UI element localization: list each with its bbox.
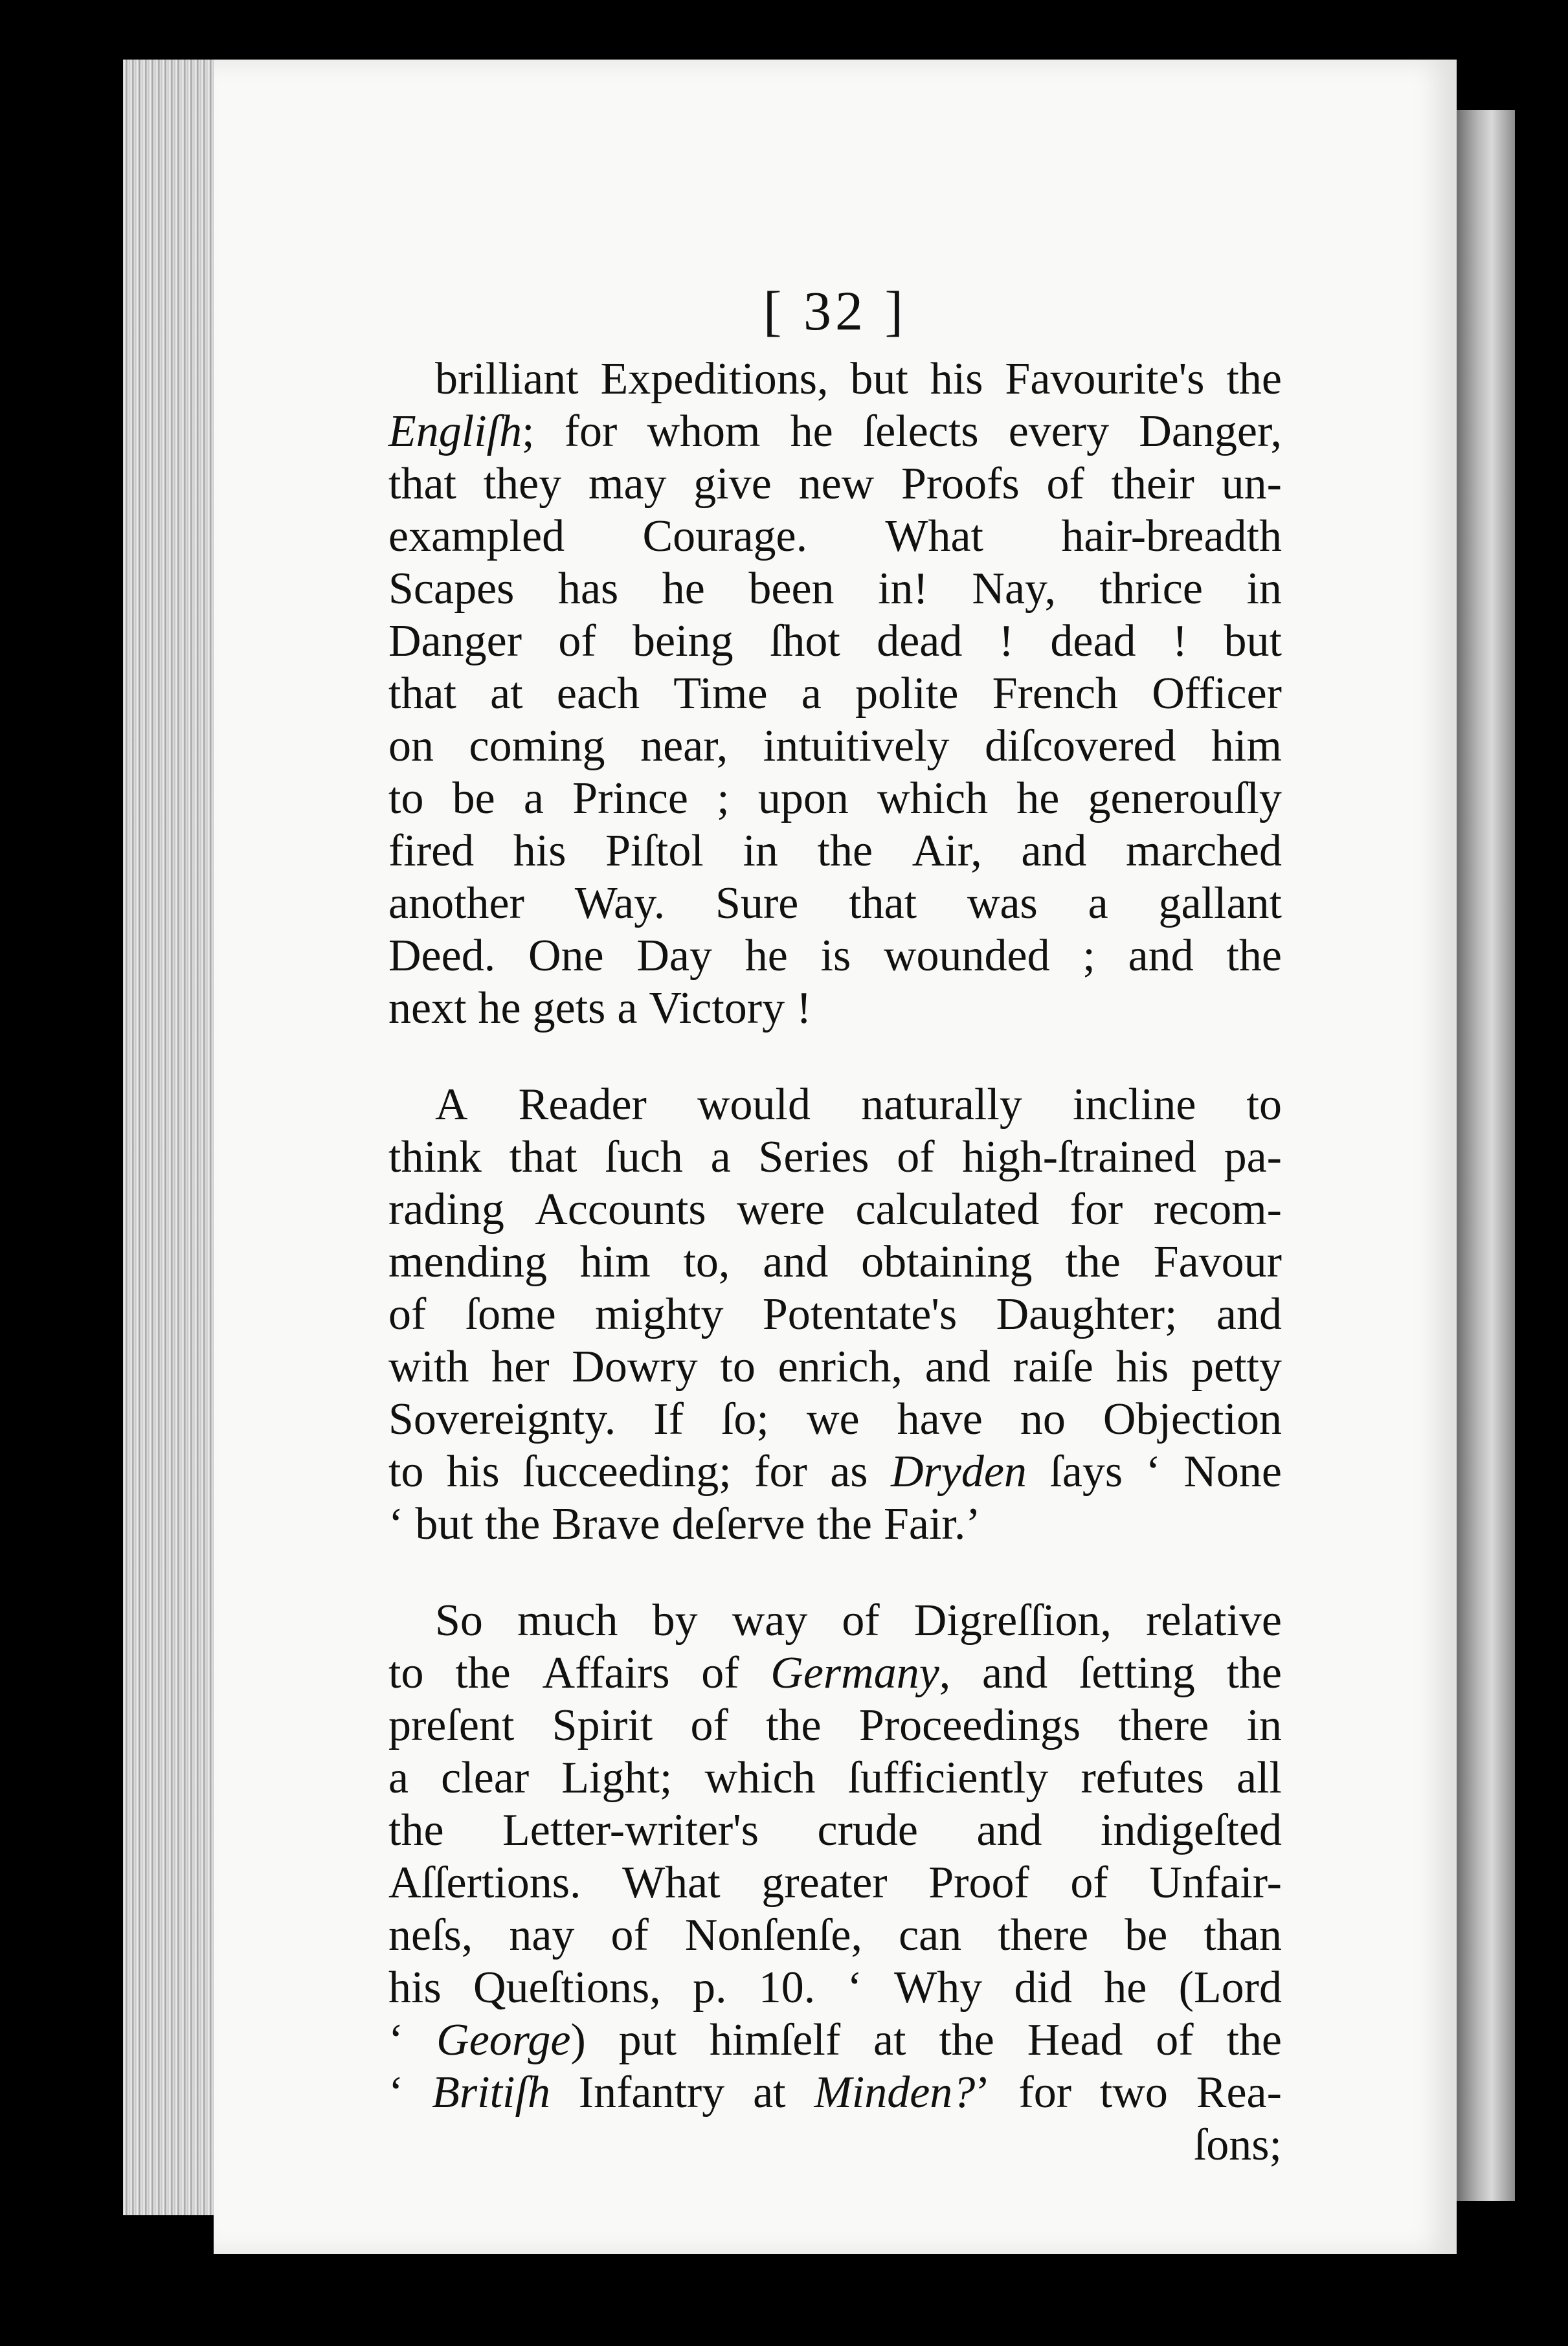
- word: to: [388, 774, 424, 823]
- word: ſome: [465, 1290, 556, 1339]
- word: for: [1018, 2068, 1072, 2117]
- word: at: [490, 669, 523, 719]
- word: their: [1111, 459, 1194, 509]
- word: Queſtions,: [473, 1963, 661, 2013]
- word: (Lord: [1178, 1963, 1282, 2013]
- word: they: [483, 459, 562, 509]
- word: Infantry: [578, 2068, 725, 2117]
- word: way: [732, 1596, 808, 1646]
- word: Aſſertions.: [388, 1858, 581, 1908]
- word: we: [806, 1394, 860, 1444]
- word: refutes: [1081, 1753, 1204, 1803]
- word: nay: [509, 1910, 575, 1960]
- word: Head: [1027, 2015, 1123, 2065]
- word: in: [743, 826, 778, 876]
- text-line: [388, 2119, 1282, 2171]
- word: Potentate's: [762, 1290, 958, 1339]
- text-line: [388, 1183, 1282, 1236]
- word: he: [1016, 774, 1060, 823]
- word: has: [557, 564, 619, 614]
- word: at: [873, 2015, 906, 2065]
- word: Proceedings: [858, 1701, 1081, 1750]
- page-number: [ 32 ]: [763, 280, 908, 342]
- word: a: [617, 983, 638, 1033]
- word: each: [556, 669, 640, 719]
- text-line: [388, 1752, 1282, 1804]
- text-line: [388, 1498, 1282, 1550]
- word: and: [1216, 1290, 1282, 1339]
- word: Minden?’: [814, 2068, 991, 2117]
- word: Unfair-: [1149, 1858, 1282, 1908]
- word: thrice: [1099, 564, 1203, 614]
- word: the: [1226, 1648, 1282, 1698]
- word: Objection: [1103, 1394, 1282, 1444]
- word: Affairs: [542, 1648, 670, 1698]
- word: Rea-: [1196, 2068, 1282, 2117]
- word: ſays: [1049, 1447, 1123, 1497]
- word: ‘: [388, 2015, 404, 2065]
- word: ;: [717, 774, 730, 823]
- word: the: [816, 1499, 872, 1549]
- text-line: [388, 1288, 1282, 1341]
- text-line: [388, 930, 1282, 982]
- word: did: [1014, 1963, 1072, 2013]
- text-line: [388, 353, 1282, 405]
- word: clear: [441, 1753, 530, 1803]
- text-line: [388, 772, 1282, 825]
- word: greater: [761, 1858, 888, 1908]
- word: diſcovered: [985, 721, 1176, 771]
- word: ſufficiently: [847, 1753, 1049, 1803]
- word: intuitively: [763, 721, 950, 771]
- text-line: [388, 1236, 1282, 1288]
- word: Danger: [388, 616, 522, 666]
- word: What: [622, 1858, 721, 1908]
- word: ſons;: [1193, 2120, 1282, 2170]
- word: he: [662, 564, 705, 614]
- word: Day: [636, 931, 712, 981]
- word: another: [388, 878, 524, 928]
- word: brilliant: [435, 354, 579, 404]
- text-line: [388, 982, 1282, 1034]
- word: was: [967, 878, 1038, 928]
- word: two: [1099, 2068, 1168, 2117]
- word: to: [388, 1447, 424, 1497]
- word: Nay,: [972, 564, 1056, 614]
- word: ſucceeding;: [522, 1447, 732, 1497]
- word: Prince: [572, 774, 688, 823]
- word: Courage.: [642, 511, 808, 561]
- word: be: [1125, 1910, 1168, 1960]
- word: the: [766, 1701, 822, 1750]
- word: recom-: [1153, 1185, 1282, 1234]
- word: Fair.’: [883, 1499, 981, 1549]
- word: Dowry: [572, 1342, 698, 1392]
- word: !: [1172, 616, 1188, 666]
- word: ſetting: [1079, 1648, 1195, 1698]
- text-line: [388, 1078, 1282, 1131]
- text-line: [388, 1961, 1282, 2014]
- word: his: [388, 1963, 442, 2013]
- word: Light;: [561, 1753, 673, 1803]
- word: Spirit: [552, 1701, 653, 1750]
- word: than: [1204, 1910, 1282, 1960]
- word: p.: [692, 1963, 727, 2013]
- word: put: [618, 2015, 677, 2065]
- word: the: [1065, 1237, 1121, 1287]
- word: whom: [647, 407, 761, 456]
- word: him: [579, 1237, 651, 1287]
- text-line: [388, 1393, 1282, 1446]
- word: preſent: [388, 1701, 515, 1750]
- word: every: [1008, 407, 1110, 456]
- word: ‘: [1145, 1447, 1161, 1497]
- word: a: [388, 1753, 409, 1803]
- word: high-ſtrained: [962, 1132, 1196, 1182]
- text-line: [388, 825, 1282, 877]
- word: next: [388, 983, 467, 1033]
- word: dead: [877, 616, 963, 666]
- text-line: [388, 458, 1282, 510]
- word: ;: [1082, 931, 1095, 981]
- word: hair-breadth: [1061, 511, 1282, 561]
- word: Engliſh;: [388, 407, 535, 456]
- word: new: [798, 459, 875, 509]
- word: Favourite's: [1005, 354, 1205, 404]
- word: which: [704, 1753, 816, 1803]
- word: Why: [894, 1963, 983, 2013]
- text-line: [388, 1647, 1282, 1699]
- word: his: [446, 1447, 500, 1497]
- word: Daughter;: [996, 1290, 1178, 1339]
- paragraph-gap: [388, 1034, 1282, 1078]
- text-line: [388, 1804, 1282, 1857]
- word: of: [1156, 2015, 1194, 2065]
- word: Favour: [1153, 1237, 1282, 1287]
- word: himſelf: [709, 2015, 841, 2065]
- word: Scapes: [388, 564, 515, 614]
- word: can: [899, 1910, 962, 1960]
- word: he: [478, 983, 521, 1033]
- word: !: [998, 616, 1014, 666]
- word: and: [1021, 826, 1087, 876]
- word: of: [690, 1701, 728, 1750]
- text-line: [388, 1857, 1282, 1909]
- word: Germany,: [770, 1648, 951, 1698]
- word: ſuch: [605, 1132, 683, 1182]
- word: that: [388, 459, 456, 509]
- word: which: [877, 774, 989, 823]
- word: the: [1226, 2015, 1282, 2065]
- word: be: [452, 774, 495, 823]
- word: near,: [640, 721, 728, 771]
- text-line: [388, 667, 1282, 720]
- word: in: [1246, 564, 1282, 614]
- word: fired: [388, 826, 475, 876]
- word: ſo;: [721, 1394, 769, 1444]
- word: the: [817, 826, 873, 876]
- word: Officer: [1152, 669, 1282, 719]
- word: of: [1070, 1858, 1108, 1908]
- word: What: [885, 511, 983, 561]
- word: no: [1020, 1394, 1066, 1444]
- word: a: [1088, 878, 1108, 928]
- word: Digreſſion,: [913, 1596, 1112, 1646]
- text-line: [388, 2066, 1282, 2119]
- word: polite: [855, 669, 959, 719]
- word: think: [388, 1132, 482, 1182]
- word: and: [976, 1805, 1042, 1855]
- word: A: [435, 1080, 468, 1130]
- word: mighty: [595, 1290, 724, 1339]
- word: were: [737, 1185, 825, 1234]
- word: French: [992, 669, 1118, 719]
- word: there: [998, 1910, 1089, 1960]
- word: neſs,: [388, 1910, 473, 1960]
- word: for: [564, 407, 618, 456]
- word: naturally: [861, 1080, 1022, 1130]
- word: Dryden: [890, 1447, 1027, 1497]
- word: been: [748, 564, 834, 614]
- word: exampled: [388, 511, 565, 561]
- word: Sure: [715, 878, 799, 928]
- body-text: [388, 353, 1282, 2171]
- word: Nonſenſe,: [684, 1910, 862, 1960]
- word: gallant: [1158, 878, 1282, 928]
- word: in!: [878, 564, 928, 614]
- word: on: [388, 721, 434, 771]
- word: much: [517, 1596, 618, 1646]
- word: raiſe: [1013, 1342, 1093, 1392]
- word: One: [528, 931, 604, 981]
- word: un-: [1221, 459, 1282, 509]
- text-line: [388, 405, 1282, 458]
- word: ſelects: [862, 407, 979, 456]
- text-line: [388, 2014, 1282, 2066]
- word: in: [1246, 1701, 1282, 1750]
- word: Proofs: [901, 459, 1020, 509]
- word: Piſtol: [605, 826, 704, 876]
- word: with: [388, 1342, 469, 1392]
- word: the: [455, 1648, 511, 1698]
- word: Victory: [649, 983, 785, 1033]
- word: Danger,: [1139, 407, 1282, 456]
- word: his: [513, 826, 566, 876]
- word: Air,: [912, 826, 982, 876]
- word: mending: [388, 1237, 547, 1287]
- word: and: [982, 1648, 1048, 1698]
- word: of: [1046, 459, 1084, 509]
- word: and: [1128, 931, 1194, 981]
- word: of: [897, 1132, 935, 1182]
- binding-gutter: [1457, 110, 1515, 2201]
- word: for: [1070, 1185, 1123, 1234]
- word: for: [754, 1447, 807, 1497]
- word: generouſly: [1088, 774, 1282, 823]
- word: Accounts: [535, 1185, 706, 1234]
- word: being: [633, 616, 734, 666]
- word: all: [1237, 1753, 1282, 1803]
- word: !: [796, 983, 812, 1033]
- word: If: [653, 1394, 684, 1444]
- text-line: [388, 1909, 1282, 1961]
- word: to: [388, 1648, 424, 1698]
- word: calculated: [855, 1185, 1040, 1234]
- word: Series: [758, 1132, 869, 1182]
- word: Deed.: [388, 931, 496, 981]
- text-line: [388, 1594, 1282, 1647]
- word: Brave: [552, 1499, 660, 1549]
- word: her: [491, 1342, 550, 1392]
- word: his: [1115, 1342, 1169, 1392]
- word: ‘: [388, 1499, 404, 1549]
- word: ‘: [847, 1963, 862, 2013]
- word: a: [801, 669, 822, 719]
- word: obtaining: [861, 1237, 1033, 1287]
- word: of: [842, 1596, 880, 1646]
- word: him: [1211, 721, 1282, 771]
- word: Proof: [928, 1858, 1029, 1908]
- word: and: [763, 1237, 829, 1287]
- text-line: [388, 510, 1282, 563]
- word: of: [388, 1290, 427, 1339]
- word: So: [435, 1596, 483, 1646]
- word: of: [701, 1648, 739, 1698]
- word: pa-: [1224, 1132, 1282, 1182]
- word: that: [388, 669, 456, 719]
- word: marched: [1126, 826, 1282, 876]
- word: his: [930, 354, 983, 404]
- word: None: [1183, 1447, 1282, 1497]
- text-line: [388, 615, 1282, 667]
- word: he: [790, 407, 833, 456]
- word: to,: [683, 1237, 730, 1287]
- word: incline: [1072, 1080, 1196, 1130]
- word: at: [753, 2068, 786, 2117]
- word: there: [1118, 1701, 1209, 1750]
- word: upon: [757, 774, 849, 823]
- text-line: [388, 720, 1282, 772]
- text-line: [388, 1699, 1282, 1752]
- word: enrich,: [778, 1342, 902, 1392]
- word: he: [1104, 1963, 1147, 2013]
- word: indigeſted: [1101, 1805, 1282, 1855]
- word: crude: [817, 1805, 918, 1855]
- word: wounded: [883, 931, 1050, 981]
- word: give: [693, 459, 772, 509]
- word: of: [558, 616, 596, 666]
- text-line: [388, 1341, 1282, 1393]
- word: but: [850, 354, 908, 404]
- word: may: [588, 459, 667, 509]
- word: the: [939, 2015, 994, 2065]
- word: the: [1226, 354, 1282, 404]
- word: ‘: [388, 2068, 404, 2117]
- word: by: [652, 1596, 698, 1646]
- paragraph-gap: [388, 1550, 1282, 1594]
- word: Sovereignty.: [388, 1394, 616, 1444]
- text-line: [388, 563, 1282, 615]
- word: but: [1224, 616, 1282, 666]
- word: the: [388, 1805, 444, 1855]
- word: ſhot: [769, 616, 840, 666]
- word: he: [745, 931, 788, 981]
- word: 10.: [758, 1963, 816, 2013]
- text-line: [388, 1446, 1282, 1498]
- word: and: [924, 1342, 991, 1392]
- word: a: [523, 774, 544, 823]
- word: Reader: [518, 1080, 647, 1130]
- word: Britiſh: [432, 2068, 550, 2117]
- word: Expeditions,: [600, 354, 829, 404]
- word: dead: [1050, 616, 1136, 666]
- word: have: [897, 1394, 983, 1444]
- word: Way.: [574, 878, 666, 928]
- text-line: [388, 877, 1282, 930]
- word: would: [697, 1080, 811, 1130]
- word: coming: [469, 721, 605, 771]
- word: deſerve: [671, 1499, 805, 1549]
- word: of: [610, 1910, 649, 1960]
- word: a: [710, 1132, 731, 1182]
- word: the: [1226, 931, 1282, 981]
- word: to: [720, 1342, 756, 1392]
- word: George): [436, 2015, 586, 2065]
- word: to: [1246, 1080, 1282, 1130]
- word: Time: [673, 669, 768, 719]
- word: is: [820, 931, 851, 981]
- word: Letter-writer's: [502, 1805, 759, 1855]
- word: rading: [388, 1185, 504, 1234]
- text-line: [388, 1131, 1282, 1183]
- word: petty: [1191, 1342, 1282, 1392]
- word: relative: [1146, 1596, 1282, 1646]
- word: that: [509, 1132, 577, 1182]
- word: that: [849, 878, 917, 928]
- word: the: [484, 1499, 541, 1549]
- word: but: [415, 1499, 473, 1549]
- word: gets: [532, 983, 606, 1033]
- word: as: [830, 1447, 868, 1497]
